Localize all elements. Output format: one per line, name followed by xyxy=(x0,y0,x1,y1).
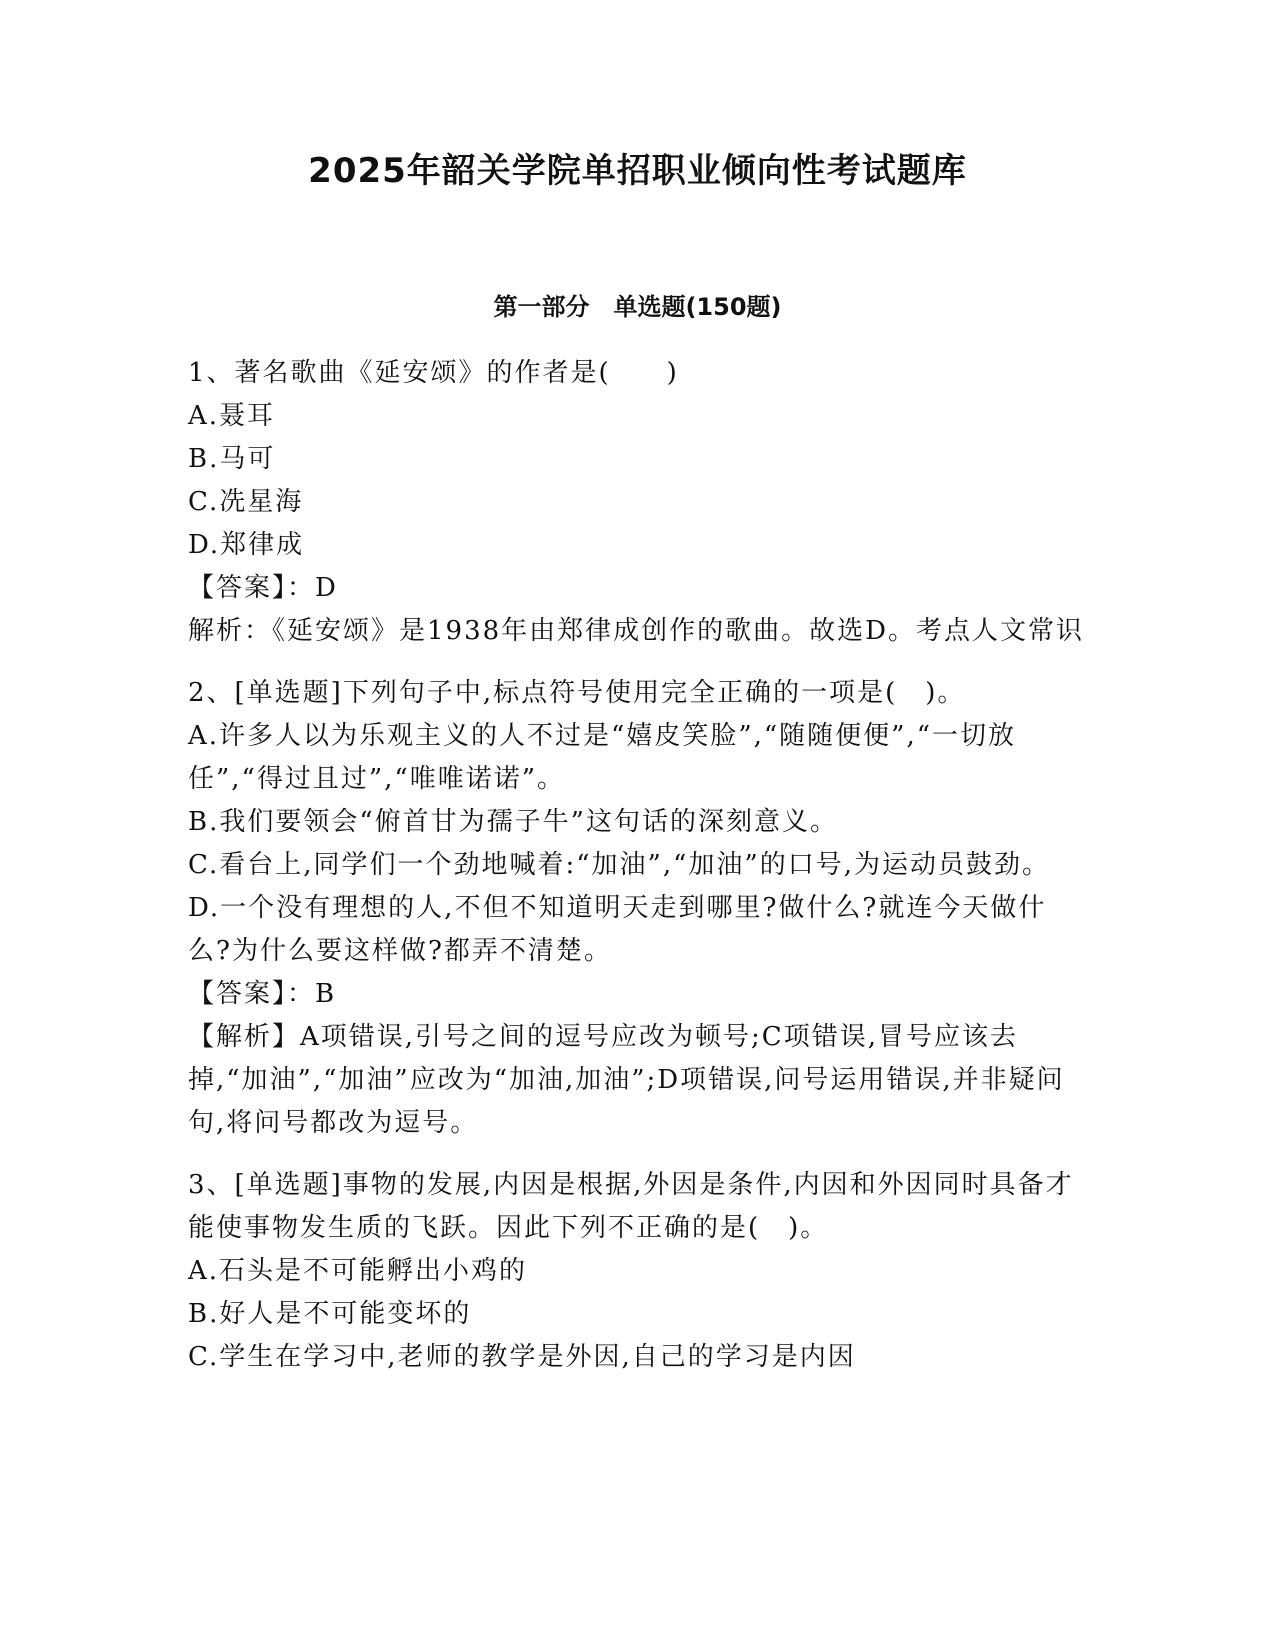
question-stem: 1、著名歌曲《延安颂》的作者是( ) xyxy=(188,358,679,388)
question-stem: 2、[单选题]下列句子中,标点符号使用完全正确的一项是( )。 xyxy=(188,678,966,708)
analysis: 【解析】A项错误,引号之间的逗号应改为顿号;C项错误,冒号应该去掉,“加油”,“加油”应改为“加油,加油”;D项错误,问号运用错误,并非疑问句,将问号都改为逗号。 xyxy=(188,1022,1065,1138)
section-title: 第一部分 单选题(150题) xyxy=(493,293,782,321)
option-d: D.一个没有理想的人,不但不知道明天走到哪里?做什么?就连今天做什么?为什么要这样做?都弄不清楚。 xyxy=(188,893,1047,966)
question-1 xyxy=(188,352,1088,653)
option-b: B.马可 xyxy=(188,444,276,474)
option-c: C.学生在学习中,老师的教学是外因,自己的学习是内因 xyxy=(188,1342,856,1372)
question-2 xyxy=(188,672,1088,1145)
option-c: C.看台上,同学们一个劲地喊着:“加油”,“加油”的口号,为运动员鼓劲。 xyxy=(188,850,1050,880)
analysis: 解析：《延安颂》是1938年由郑律成创作的歌曲。故选D。考点人文常识 xyxy=(188,616,1085,646)
question-list xyxy=(188,352,1088,1398)
question-3 xyxy=(188,1164,1088,1379)
option-a: A.石头是不可能孵出小鸡的 xyxy=(188,1256,528,1286)
document-title: 2025年韶关学院单招职业倾向性考试题库 xyxy=(308,151,967,191)
option-b: B.好人是不可能变坏的 xyxy=(188,1299,472,1329)
option-d: D.郑律成 xyxy=(188,530,305,560)
answer: 【答案】：D xyxy=(188,573,338,603)
question-stem: 3、[单选题]事物的发展,内因是根据,外因是条件,内因和外因同时具备才能使事物发生质的飞跃。因此下列不正确的是( )。 xyxy=(188,1170,1074,1243)
option-c: C.冼星海 xyxy=(188,487,304,517)
answer: 【答案】：B xyxy=(188,979,337,1009)
option-a: A.许多人以为乐观主义的人不过是“嬉皮笑脸”,“随随便便”,“一切放任”,“得过且过”,“唯唯诺诺”。 xyxy=(188,721,1017,794)
option-a: A.聂耳 xyxy=(188,401,276,431)
option-b: B.我们要领会“俯首甘为孺子牛”这句话的深刻意义。 xyxy=(188,807,838,837)
